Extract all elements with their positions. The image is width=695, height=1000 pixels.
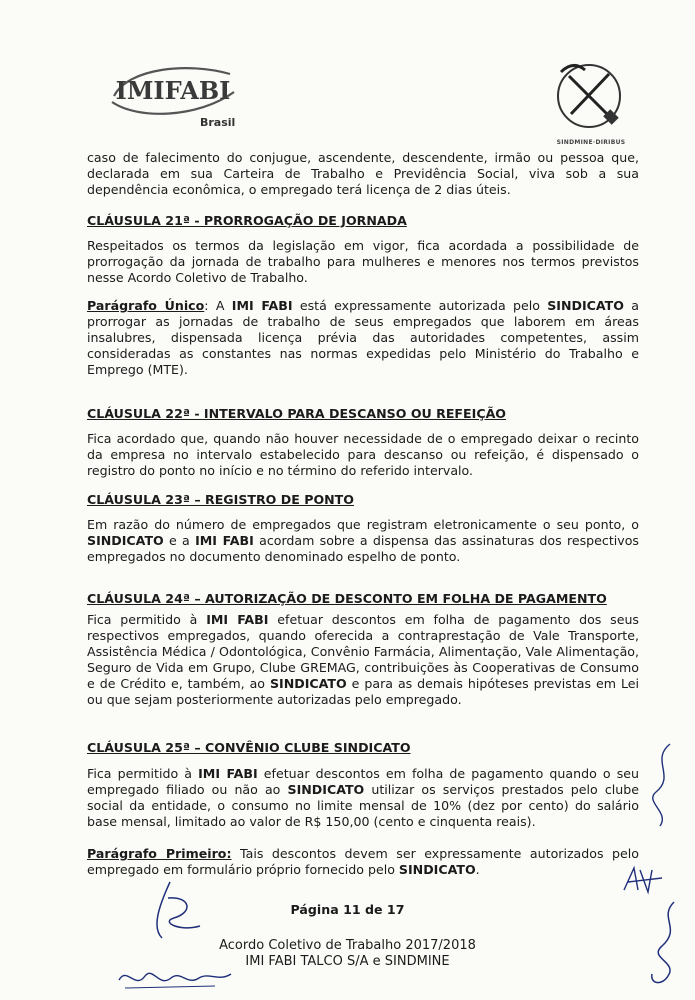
signature-right-top <box>618 860 668 900</box>
signature-right-bottom <box>638 898 688 993</box>
union-name: SINDICATO <box>398 862 476 877</box>
text-run: e a <box>163 533 196 548</box>
sindmine-logo-text: SINDMINE·DIRIBUS <box>556 139 626 146</box>
clause-22-title: CLÁUSULA 22ª - INTERVALO PARA DESCANSO OU REFEIÇÃO <box>87 406 507 421</box>
text-run: e para as demais hipóteses previstas em Lei ou que sejam posteriormente autorizadas pelo empregado. <box>87 676 639 707</box>
text-run: Em razão do número de empregados que registram eletronicamente o seu ponto, o <box>87 517 639 532</box>
paragraph-label: Parágrafo Primeiro: <box>87 846 232 861</box>
imifabi-logo-swoosh <box>108 62 238 122</box>
clause-24-text <box>87 612 639 708</box>
page-number: Página 11 de 17 <box>290 902 405 917</box>
paragraph-label: Parágrafo Único <box>87 298 205 313</box>
text-run: a prorrogar as jornadas de trabalho de seus empregados que laborem em áreas insalubres, dispensada licença prévia das autoridades competentes, assim consideradas as constantes nas normas expedidas pelo Ministério do Trabalho e Emprego (MTE). <box>87 298 639 377</box>
text-run: Fica permitido à <box>87 612 207 627</box>
company-name: IMI FABI <box>195 533 254 548</box>
clause-21-paragraph <box>87 298 639 378</box>
signature-left-top <box>150 878 210 948</box>
clause-24-title: CLÁUSULA 24ª – AUTORIZAÇÃO DE DESCONTO EM FOLHA DE PAGAMENTO <box>87 591 607 606</box>
union-name: SINDICATO <box>547 298 624 313</box>
imifabi-logo-subtitle: Brasil <box>200 116 236 129</box>
intro-paragraph: caso de falecimento do conjugue, ascendente, descendente, irmão ou pessoa que, declarada em sua Carteira de Trabalho e Previdência Social, viva sob a sua dependência econômica, o empregado terá licença de 2 dias úteis. <box>87 150 639 197</box>
clause-23-text <box>87 517 639 565</box>
clause-22-text: Fica acordado que, quando não houver necessidade de o empregado deixar o recinto da empresa no intervalo estabelecido para descanso ou refeição, é dispensado o registro do ponto no início e no término do referido intervalo. <box>87 431 639 478</box>
text-run: está expressamente autorizada pelo <box>292 298 548 313</box>
company-name: IMI FABI <box>206 612 269 627</box>
signature-left-bottom <box>115 960 235 996</box>
clause-25-title: CLÁUSULA 25ª – CONVÊNIO CLUBE SINDICATO <box>87 740 411 755</box>
union-name: SINDICATO <box>269 676 347 691</box>
signature-right-margin <box>640 740 680 830</box>
company-name: IMI FABI <box>231 298 293 313</box>
clause-21-title: CLÁUSULA 21ª - PRORROGAÇÃO DE JORNADA <box>87 213 407 228</box>
text-run: . <box>475 862 480 877</box>
text-run: acordam sobre a dispensa das assinaturas dos respectivos empregados no documento denominado espelho de ponto. <box>87 533 639 564</box>
text-run: efetuar descontos em folha de pagamento dos seus respectivos empregados, quando oferecida a contraprestação de Vale Transporte, Assistência Médica / Odontológica, Convênio Farmácia, Alimentação, Vale Alimentação, Seguro de Vida em Grupo, Clube GREMAG, contribuições às Cooperativas de Consumo e de Crédito e, também, ao <box>87 612 639 691</box>
footer-agreement: Acordo Coletivo de Trabalho 2017/2018 <box>219 938 476 953</box>
text-run: utilizar os serviços prestados pelo clube social da entidade, o consumo no limite mensal de 10% (dez por cento) do salário base mensal, limitado ao valor de R$ 150,00 (cento e cinquenta reais). <box>87 782 639 829</box>
crossed-tools-icon <box>553 54 625 140</box>
union-name: SINDICATO <box>87 533 164 548</box>
clause-25-text <box>87 766 639 830</box>
text-run: Fica permitido à <box>87 766 199 781</box>
union-name: SINDICATO <box>287 782 365 797</box>
sindmine-logo <box>553 54 625 150</box>
clause-21-text: Respeitados os termos da legislação em vigor, fica acordada a possibilidade de prorrogação da jornada de trabalho para mulheres e menores nos termos previstos nesse Acordo Coletivo de Trabalho. <box>87 238 639 285</box>
company-name: IMI FABI <box>198 766 258 781</box>
clause-23-title: CLÁUSULA 23ª – REGISTRO DE PONTO <box>87 492 354 507</box>
clause-25-paragraph <box>87 846 639 878</box>
text-run: efetuar descontos em folha de pagamento quando o seu empregado filiado ou não ao <box>87 766 640 797</box>
footer-parties: IMI FABI TALCO S/A e SINDMINE <box>245 954 450 969</box>
text-run: Tais descontos devem ser expressamente autorizados pelo empregado em formulário próprio fornecido pelo <box>87 846 639 877</box>
text-run: : A <box>204 298 232 313</box>
imifabi-logo-text: IMIFABI <box>115 76 231 105</box>
